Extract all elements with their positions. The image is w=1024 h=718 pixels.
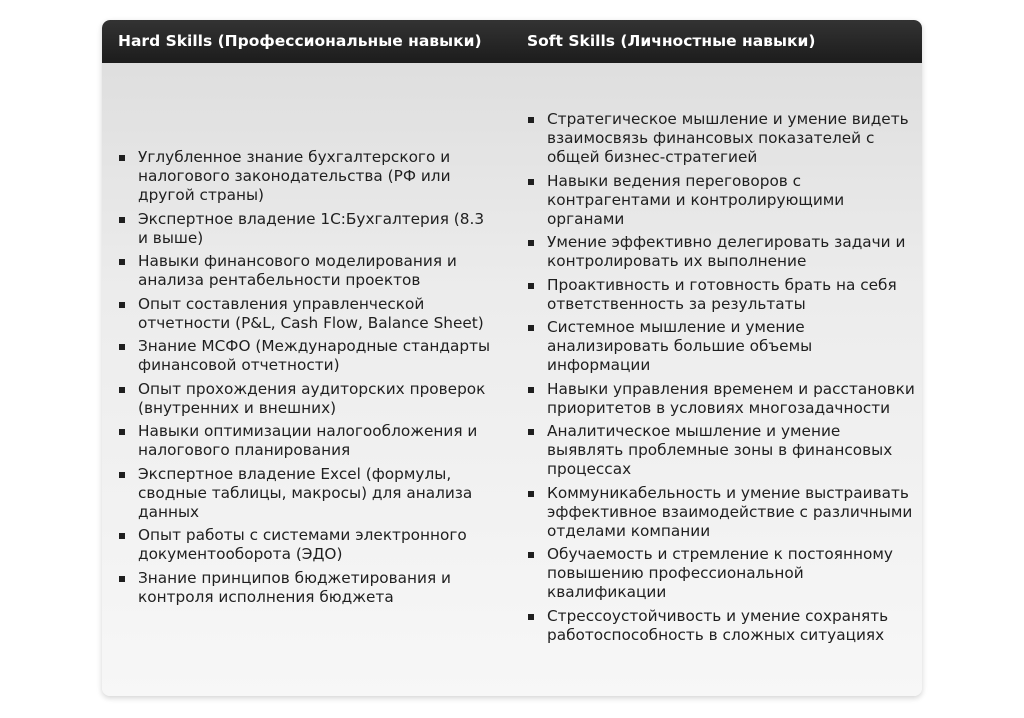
soft-skill-item: Навыки управления временем и расстановки приоритетов в условиях многозадачности (527, 380, 915, 418)
hard-skill-item: Навыки оптимизации налогообложения и налогового планирования (118, 422, 498, 460)
soft-skill-item: Стратегическое мышление и умение видеть взаимосвязь финансовых показателей с общей бизнес-стратегией (527, 110, 915, 167)
soft-skill-item: Обучаемость и стремление к постоянному повышению профессиональной квалификации (527, 545, 915, 602)
hard-skill-item: Экспертное владение 1С:Бухгалтерия (8.3 и выше) (118, 210, 498, 248)
hard-skill-item: Знание МСФО (Международные стандарты финансовой отчетности) (118, 337, 498, 375)
hard-skills-list (118, 148, 498, 611)
soft-skill-item: Проактивность и готовность брать на себя ответственность за результаты (527, 276, 915, 314)
hard-skill-item: Опыт работы с системами электронного документооборота (ЭДО) (118, 526, 498, 564)
hard-skill-item: Знание принципов бюджетирования и контроля исполнения бюджета (118, 569, 498, 607)
hard-skills-column (118, 63, 498, 696)
soft-skill-item: Навыки ведения переговоров с контрагентами и контролирующими органами (527, 172, 915, 229)
soft-skill-item: Аналитическое мышление и умение выявлять проблемные зоны в финансовых процессах (527, 422, 915, 479)
soft-skills-column (527, 63, 915, 696)
soft-skill-item: Системное мышление и умение анализировать большие объемы информации (527, 318, 915, 375)
soft-skill-item: Умение эффективно делегировать задачи и контролировать их выполнение (527, 233, 915, 271)
hard-skill-item: Опыт составления управленческой отчетности (P&L, Cash Flow, Balance Sheet) (118, 295, 498, 333)
skills-table (102, 20, 922, 696)
soft-skills-heading: Soft Skills (Личностные навыки) (527, 32, 816, 50)
hard-skills-heading: Hard Skills (Профессиональные навыки) (118, 32, 482, 50)
soft-skill-item: Коммуникабельность и умение выстраивать эффективное взаимодействие с различными отделами компании (527, 484, 915, 541)
hard-skill-item: Экспертное владение Excel (формулы, сводные таблицы, макросы) для анализа данных (118, 465, 498, 522)
hard-skill-item: Навыки финансового моделирования и анализа рентабельности проектов (118, 252, 498, 290)
soft-skills-list (527, 110, 915, 649)
table-header (102, 20, 922, 63)
hard-skill-item: Углубленное знание бухгалтерского и налогового законодательства (РФ или другой страны) (118, 148, 498, 205)
hard-skill-item: Опыт прохождения аудиторских проверок (внутренних и внешних) (118, 380, 498, 418)
soft-skill-item: Стрессоустойчивость и умение сохранять работоспособность в сложных ситуациях (527, 607, 915, 645)
